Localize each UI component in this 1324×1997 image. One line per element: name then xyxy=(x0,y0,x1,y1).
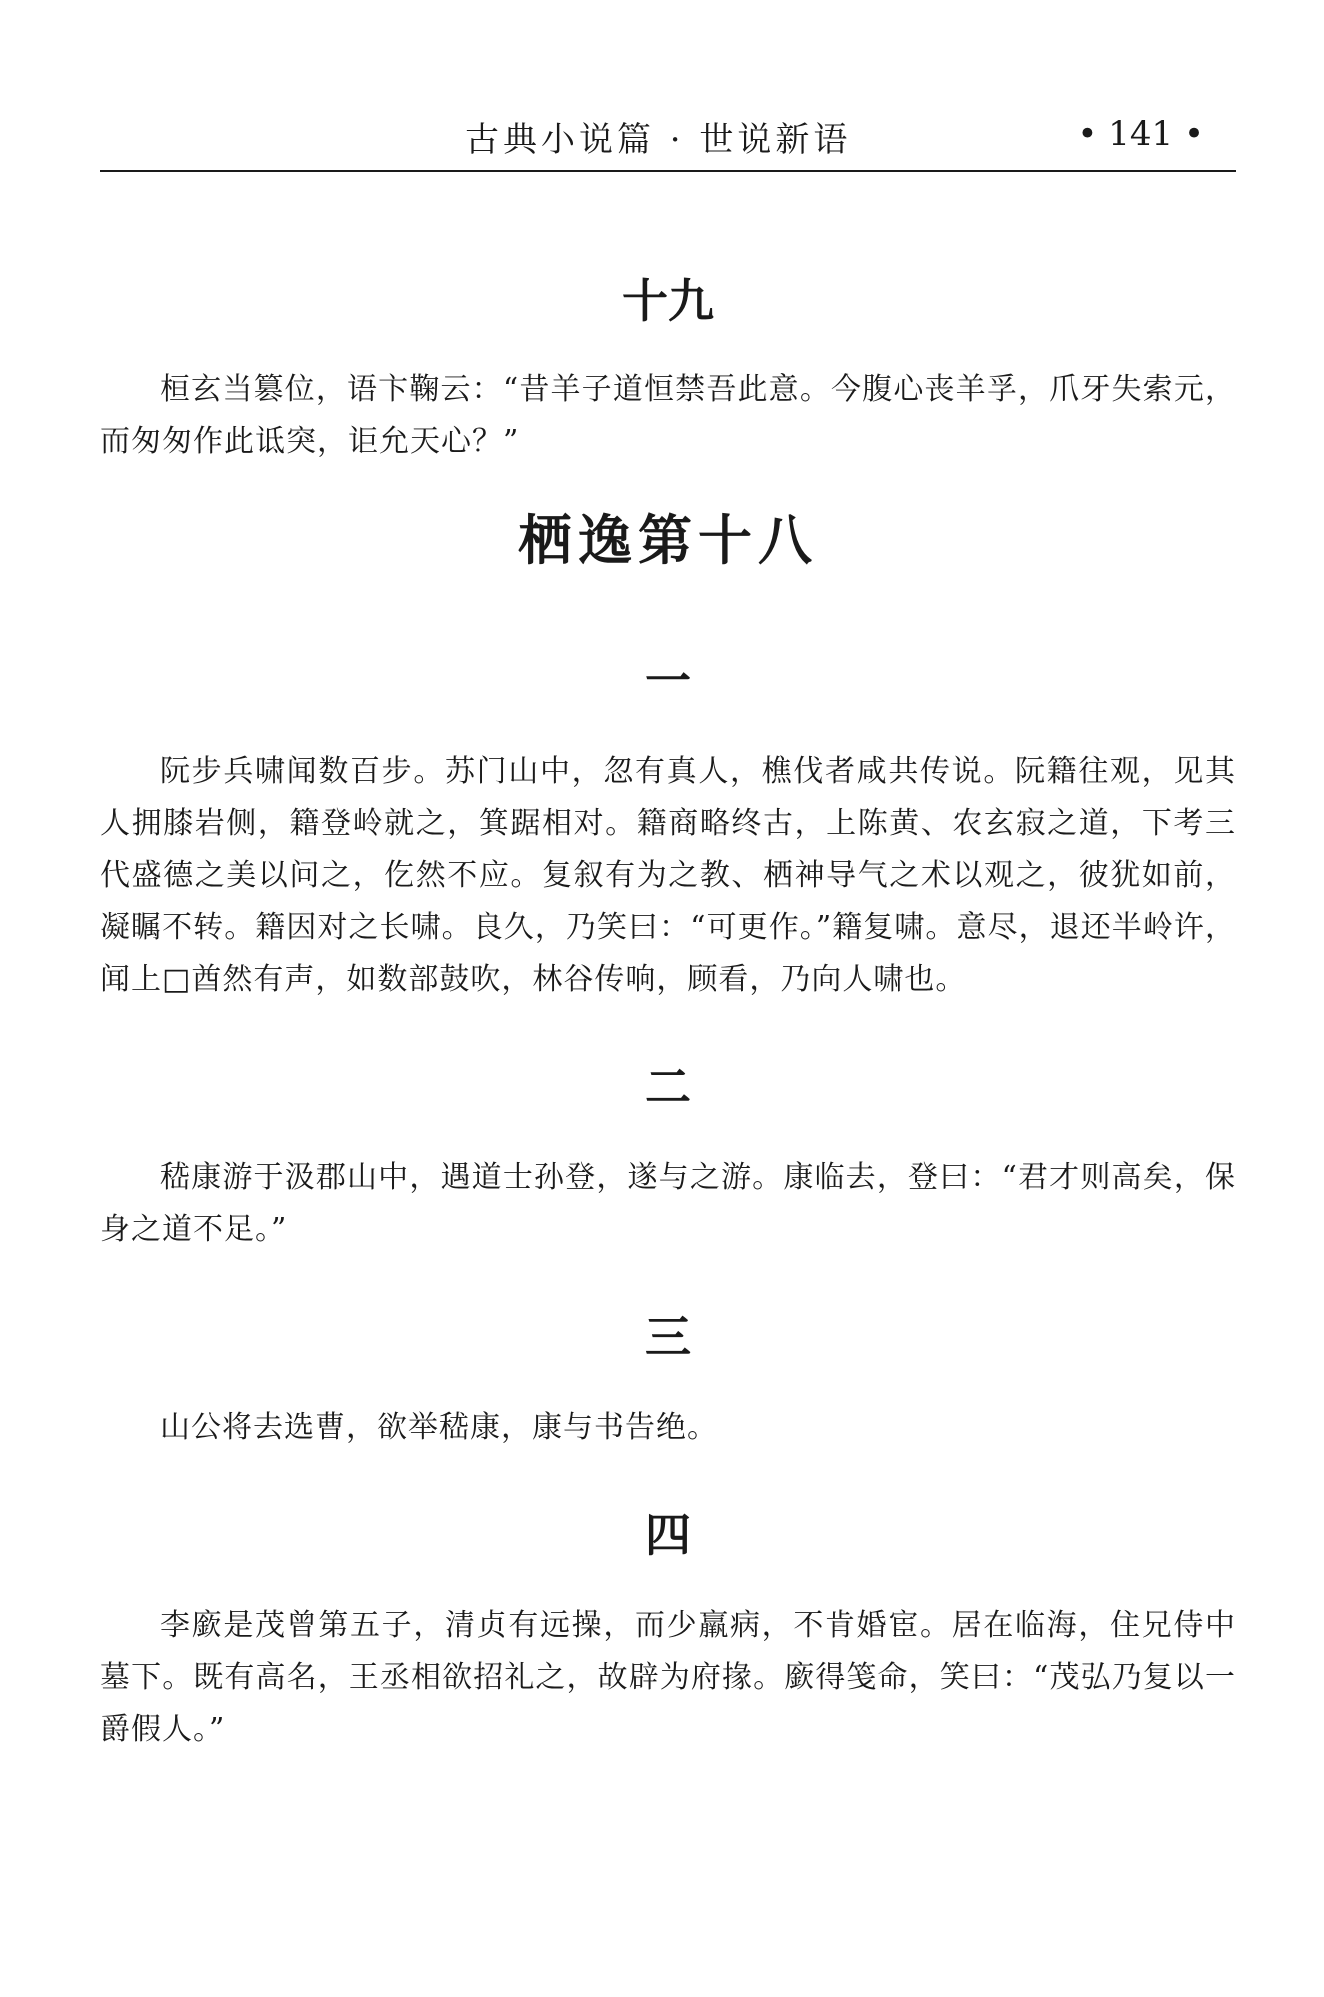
page-header xyxy=(100,112,1236,162)
page-content xyxy=(100,172,1236,1756)
entry-paragraph: 嵇康游于汲郡山中，遇道士孙登，遂与之游。康临去，登曰：“君才则高矣，保身之道不足。” xyxy=(100,1160,1236,1247)
section-number: 十九 xyxy=(622,274,714,328)
entry-paragraph: 阮步兵啸闻数百步。苏门山中，忽有真人，樵伐者咸共传说。阮籍往观，见其人拥膝岩侧，籍登岭就之，箕踞相对。籍商略终古，上陈黄、农玄寂之道，下考三代盛德之美以问之，仡然不应。复叙有为之教、栖神导气之术以观之，彼犹如前，凝瞩不转。籍因对之长啸。良久，乃笑曰：“可更作。”籍复啸。意尽，退还半岭许，闻上□酋然有声，如数部鼓吹，林谷传响，顾看，乃向人啸也。 xyxy=(100,754,1236,997)
section-paragraph: 桓玄当篡位，语卞鞠云：“昔羊子道恒禁吾此意。今腹心丧羊孚，爪牙失索元，而匆匆作此诋突，讵允天心？” xyxy=(100,372,1236,459)
page-number: • 141 • xyxy=(1077,114,1204,154)
entry-number: 二 xyxy=(645,1060,691,1114)
entry-paragraph: 山公将去选曹，欲举嵇康，康与书告绝。 xyxy=(160,1410,718,1445)
entry-number: 一 xyxy=(645,654,691,708)
entry-number: 四 xyxy=(645,1508,691,1562)
entry-paragraph: 李廞是茂曾第五子，清贞有远操，而少羸病，不肯婚宦。居在临海，住兄侍中墓下。既有高名，王丞相欲招礼之，故辟为府掾。廞得笺命，笑曰：“茂弘乃复以一爵假人。” xyxy=(100,1608,1236,1747)
running-title: 古典小说篇 · 世说新语 xyxy=(465,120,852,160)
chapter-title: 栖逸第十八 xyxy=(518,509,818,572)
entry-number: 三 xyxy=(645,1310,691,1364)
